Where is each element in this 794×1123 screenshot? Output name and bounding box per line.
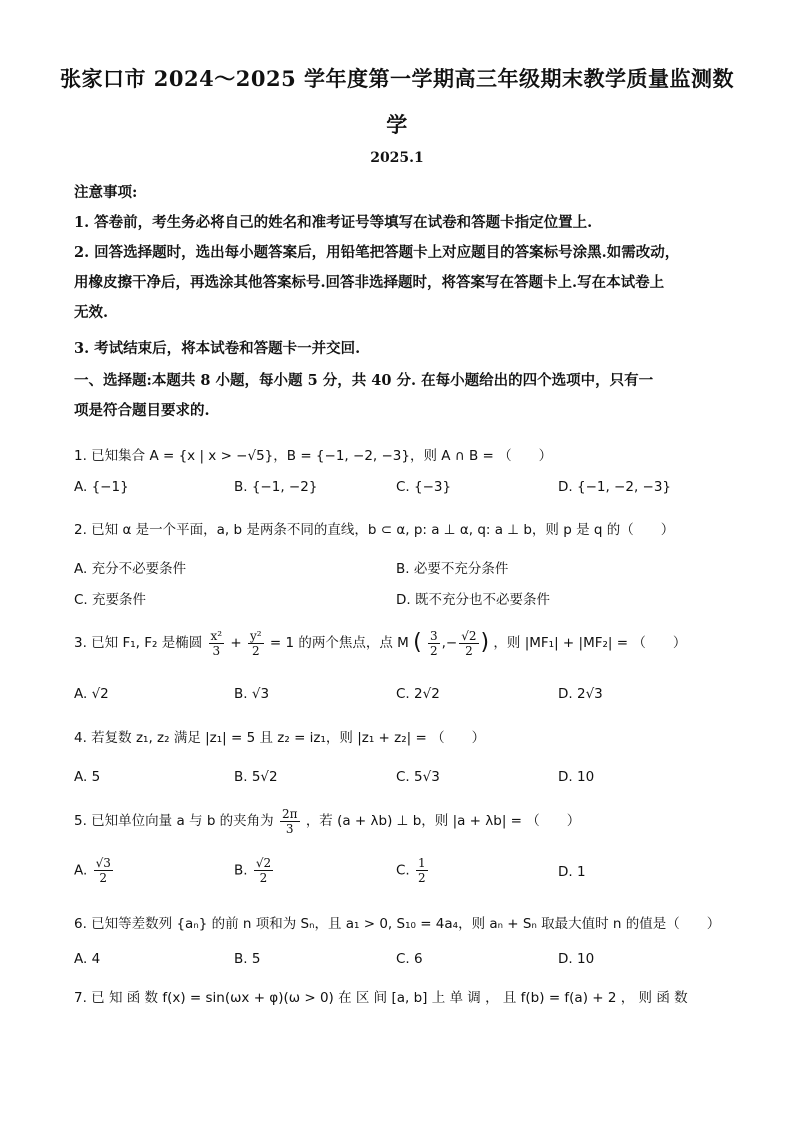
section-heading-line2: 项是符合题目要求的. bbox=[74, 402, 210, 419]
q4-option-d: D. 10 bbox=[558, 769, 595, 785]
q3-text-c: = 1 的两个焦点，点 M bbox=[269, 635, 409, 651]
q5-option-c-den: 2 bbox=[418, 871, 426, 885]
note-item: 3. 考试结束后，将本试卷和答题卡一并交回. bbox=[74, 340, 361, 357]
q6-option-b: B. 5 bbox=[234, 951, 261, 967]
q5-option-a-label: A. bbox=[74, 862, 88, 879]
exam-title-line1: 张家口市 2024～2025 学年度第一学期高三年级期末教学质量监测数 bbox=[59, 66, 734, 91]
notes-heading: 注意事项: bbox=[74, 184, 138, 201]
q5-option-a bbox=[74, 856, 115, 885]
exam-title-line2: 学 bbox=[386, 112, 408, 137]
note-item: 1. 答卷前，考生务必将自己的姓名和准考证号等填写在试卷和答题卡指定位置上. bbox=[74, 214, 593, 231]
q3-option-d: D. 2√3 bbox=[558, 686, 603, 702]
q5-option-c-label: C. bbox=[396, 862, 410, 879]
q1-option-a: A. {−1} bbox=[74, 479, 129, 495]
exam-date: 2025.1 bbox=[370, 150, 424, 166]
q5-option-c bbox=[396, 856, 430, 885]
q5-angle bbox=[280, 807, 300, 836]
q5-option-d: D. 1 bbox=[558, 864, 586, 880]
q3-frac-x-den: 3 bbox=[212, 643, 221, 658]
q3-point-y-den: 2 bbox=[465, 643, 473, 658]
q3-option-a: A. √2 bbox=[74, 686, 109, 702]
q5-option-b bbox=[234, 856, 275, 885]
note-item: 无效. bbox=[74, 304, 109, 321]
q3-point-x bbox=[428, 629, 440, 658]
q1-option-c: C. {−3} bbox=[396, 479, 452, 495]
q2-option-a: A. 充分不必要条件 bbox=[74, 561, 187, 577]
q6-option-a: A. 4 bbox=[74, 951, 101, 967]
q5-option-a-num: √3 bbox=[95, 856, 111, 870]
q1-option-b: B. {−1, −2} bbox=[234, 479, 318, 495]
q3-plus: + bbox=[230, 635, 242, 651]
q3-frac-x bbox=[209, 629, 225, 658]
q3-point-y bbox=[459, 629, 478, 658]
question-4-stem: 4. 若复数 z₁, z₂ 满足 |z₁| = 5 且 z₂ = iz₁，则 |z₁ + z₂| = （ ） bbox=[74, 730, 486, 746]
note-item: 2. 回答选择题时，选出每小题答案后，用铅笔把答题卡上对应题目的答案标号涂黑.如需改动， bbox=[74, 244, 680, 261]
q4-option-c: C. 5√3 bbox=[396, 769, 440, 785]
q1-option-d: D. {−1, −2, −3} bbox=[558, 479, 672, 495]
question-7-stem: 7. 已 知 函 数 f(x) = sin(ωx + φ)(ω > 0) 在 区 间 [a, b] 上 单 调 ， 且 f(b) = f(a) + 2 ， 则 函 数 bbox=[74, 990, 688, 1006]
question-2-stem: 2. 已知 α 是一个平面，a, b 是两条不同的直线，b ⊂ α, p: a ⊥ α, q: a ⊥ b，则 p 是 q 的（ ） bbox=[74, 522, 675, 538]
q3-option-c: C. 2√2 bbox=[396, 686, 440, 702]
q3-frac-y bbox=[248, 629, 264, 658]
q3-text-d: ，则 |MF₁| + |MF₂| = （ ） bbox=[493, 635, 687, 651]
q3-option-b: B. √3 bbox=[234, 686, 270, 702]
q2-option-d: D. 既不充分也不必要条件 bbox=[396, 592, 550, 608]
q2-option-c: C. 充要条件 bbox=[74, 592, 147, 608]
q4-option-a: A. 5 bbox=[74, 769, 101, 785]
q5-option-b-num: √2 bbox=[255, 856, 272, 870]
q5-option-b-frac bbox=[254, 856, 273, 885]
q3-point-x-num: 3 bbox=[430, 628, 438, 643]
question-1-stem: 1. 已知集合 A = {x | x > −√5}，B = {−1, −2, −3}，则 A ∩ B = （ ） bbox=[74, 448, 553, 464]
section-heading-line1: 一、选择题:本题共 8 小题，每小题 5 分，共 40 分. 在每小题给出的四个选项中，只有一 bbox=[74, 372, 654, 389]
question-3-stem: 3. 已知 F₁, F₂ 是椭圆 $\frac{\text{x²}}{3}$ + $\frac{\text{y²}}{2}$ = 1 的两个焦点，点 M ( $\frac{3}{2}$ ,− $\frac{√2}{2}$ ) ，则 |MF₁| + |MF₂| = （ ） bbox=[74, 628, 687, 658]
q5-text-a: 5. 已知单位向量 a 与 b 的夹角为 bbox=[74, 813, 274, 829]
q5-option-b-den: 2 bbox=[259, 871, 268, 885]
q6-option-d: D. 10 bbox=[558, 951, 595, 967]
q3-frac-y-den: 2 bbox=[251, 643, 260, 658]
q3-frac-x-num: x² bbox=[210, 628, 223, 643]
q4-option-b: B. 5√2 bbox=[234, 769, 278, 785]
q5-option-c-num: 1 bbox=[418, 856, 426, 870]
question-6-stem: 6. 已知等差数列 {aₙ} 的前 n 项和为 Sₙ，且 a₁ > 0, S₁₀ = 4a₄，则 aₙ + Sₙ 取最大值时 n 的值是（ ） bbox=[74, 916, 721, 932]
q3-text-a: 3. 已知 F₁, F₂ 是椭圆 bbox=[74, 635, 203, 651]
q5-angle-den: 3 bbox=[285, 821, 294, 836]
q3-point-x-den: 2 bbox=[430, 643, 438, 658]
q3-frac-y-num: y² bbox=[249, 628, 262, 643]
q5-option-b-label: B. bbox=[234, 862, 248, 879]
q3-point-y-num: √2 bbox=[461, 628, 477, 643]
q2-option-b: B. 必要不充分条件 bbox=[396, 561, 509, 577]
note-item: 用橡皮擦干净后，再选涂其他答案标号.回答非选择题时，将答案写在答题卡上.写在本试卷上 bbox=[74, 274, 665, 291]
q5-angle-num: 2π bbox=[281, 806, 298, 821]
q6-option-c: C. 6 bbox=[396, 951, 423, 967]
q5-text-b: ，若 (a + λb) ⊥ b，则 |a + λb| = （ ） bbox=[305, 813, 581, 829]
question-5-stem bbox=[74, 806, 734, 836]
q5-option-a-frac bbox=[94, 856, 113, 885]
q5-option-a-den: 2 bbox=[99, 871, 108, 885]
q5-option-c-frac bbox=[416, 856, 428, 885]
